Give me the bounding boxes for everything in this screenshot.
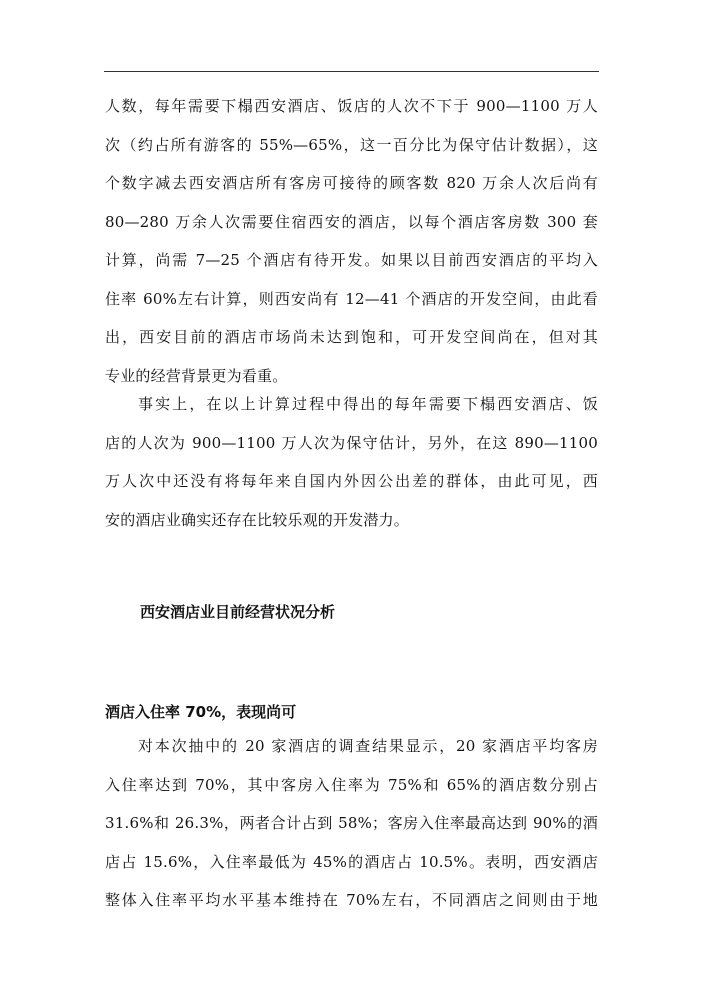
paragraph-line: 店占 15.6%，入住率最低为 45%的酒店占 10.5%。表明，西安酒店 bbox=[105, 852, 598, 871]
paragraph-line: 对本次抽中的 20 家酒店的调查结果显示，20 家酒店平均客房 bbox=[138, 737, 598, 755]
paragraph-line: 80—280 万余人次需要住宿西安的酒店，以每个酒店客房数 300 套 bbox=[105, 212, 598, 231]
paragraph-line: 店的人次为 900—1100 万人次为保守估计，另外，在这 890—1100 bbox=[105, 433, 598, 452]
paragraph-line: 入住率达到 70%，其中客房入住率为 75%和 65%的酒店数分别占 bbox=[105, 775, 598, 794]
paragraph-continued bbox=[105, 87, 598, 395]
section-heading: 西安酒店业目前经营状况分析 bbox=[140, 603, 336, 621]
paragraph-occupancy bbox=[105, 727, 598, 920]
paragraph-line: 万人次中还没有将每年来自国内外因公出差的群体，由此可见，西 bbox=[105, 472, 598, 490]
sub-heading: 酒店入住率 70%，表现尚可 bbox=[105, 703, 297, 721]
paragraph-line: 出，西安目前的酒店市场尚未达到饱和，可开发空间尚在，但对其 bbox=[105, 328, 598, 346]
paragraph-line: 31.6%和 26.3%，两者合计占到 58%；客房入住率最高达到 90%的酒 bbox=[105, 814, 598, 832]
paragraph-line: 住率 60%左右计算，则西安尚有 12—41 个酒店的开发空间，由此看 bbox=[105, 289, 598, 308]
paragraph-line: 事实上，在以上计算过程中得出的每年需要下榻西安酒店、饭 bbox=[138, 395, 598, 413]
paragraph-line: 次（约占所有游客的 55%—65%，这一百分比为保守估计数据），这 bbox=[105, 135, 598, 154]
header-rule bbox=[104, 71, 599, 72]
paragraph-line: 整体入住率平均水平基本维持在 70%左右，不同酒店之间则由于地 bbox=[105, 891, 598, 909]
paragraph-line: 计算，尚需 7—25 个酒店有待开发。如果以目前西安酒店的平均入 bbox=[105, 251, 598, 269]
paragraph-line: 安的酒店业确实还存在比较乐观的开发潜力。 bbox=[105, 510, 410, 529]
paragraph-conclusion bbox=[105, 385, 598, 539]
paragraph-line: 个数字减去西安酒店所有客房可接待的顾客数 820 万余人次后尚有 bbox=[105, 174, 598, 192]
paragraph-line: 专业的经营背景更为看重。 bbox=[105, 366, 288, 385]
paragraph-line: 人数，每年需要下榻西安酒店、饭店的人次不下于 900—1100 万人 bbox=[105, 97, 598, 115]
